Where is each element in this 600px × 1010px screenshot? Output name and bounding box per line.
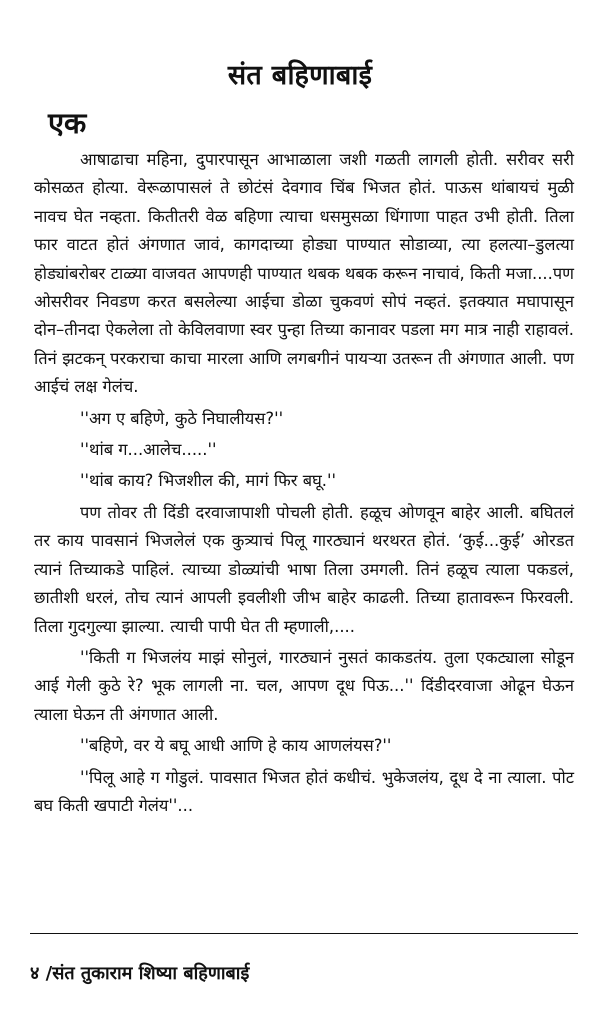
dialog-line: ''अग ए बहिणे, कुठे निघालीयस?'' bbox=[80, 408, 284, 428]
dialog-line: ''पिलू आहे ग गोडुलं. पावसात भिजत होतं कधीचं. भुकेजलंय, दूध दे ना त्याला. पोट बघ किती खपाटी गेलंय''... bbox=[34, 767, 574, 815]
paragraph: पण तोवर ती दिंडी दरवाजापाशी पोचली होती. हळूच ओणवून बाहेर आली. बघितलं तर काय पावसानं भिजलेलं एक कुत्र्याचं पिलू गारठ्यानं थरथरत होतं. ‘कुई...कुई’ ओरडत त्यानं तिच्याकडे पाहिलं. त्याच्या डोळ्यांची भाषा तिला उमगली. तिनं हळूच त्याला पकडलं, छातीशी धरलं, तोच त्यानं आपली इवलीशी जीभ बाहेर काढली. तिच्या हातावरून फिरवली. तिला गुदगुल्या झाल्या. त्याची पापी घेत ती म्हणाली,.... bbox=[34, 502, 574, 636]
page-footer: ४ /संत तुकाराम शिष्या बहिणाबाई bbox=[30, 963, 250, 984]
dialog-line: ''बहिणे, वर ये बघू आधी आणि हे काय आणलंयस?'' bbox=[80, 736, 392, 756]
page-title: संत बहिणाबाई bbox=[227, 60, 373, 91]
footer-divider bbox=[30, 933, 578, 934]
dialog-line: ''किती ग भिजलंय माझं सोनुलं, गारठ्यानं नुसतं काकडतंय. तुला एकट्याला सोडून आई गेली कुठे रे? भूक लागली ना. चल, आपण दूध पिऊ...'' दिंडीदरवाजा ओढून घेऊन त्याला घेऊन ती अंगणात आली. bbox=[34, 647, 574, 724]
dialog-line: ''थांब ग...आलेच.....'' bbox=[80, 440, 217, 460]
body-text bbox=[34, 146, 574, 820]
dialog-line: ''थांब काय? भिजशील की, मागं फिर बघू.'' bbox=[80, 471, 336, 491]
chapter-heading: एक bbox=[48, 106, 87, 140]
paragraph: आषाढाचा महिना, दुपारपासून आभाळाला जशी गळती लागली होती. सरीवर सरी कोसळत होत्या. वेरूळापासलं ते छोटंसं देवगाव चिंब भिजत होतं. पाऊस थांबायचं मुळी नावच घेत नव्हता. कितीतरी वेळ बहिणा त्याचा धसमुसळा धिंगाणा पाहत उभी होती. तिला फार वाटत होतं अंगणात जावं, कागदाच्या होड्या पाण्यात सोडाव्या, त्या हलत्या–डुलत्या होड्यांबरोबर टाळ्या वाजवत आपणही पाण्यात थबक थबक करून नाचावं, किती मजा....पण ओसरीवर निवडण करत बसलेल्या आईचा डोळा चुकवणं सोपं नव्हतं. इतक्यात मघापासून दोन–तीनदा ऐकलेला तो केविलवाणा स्वर पुन्हा तिच्या कानावर पडला मग मात्र नाही राहावलं. तिनं झटकन् परकराचा काचा मारला आणि लगबगीनं पायऱ्या उतरून ती अंगणात आली. पण आईचं लक्ष गेलंच. bbox=[34, 150, 574, 397]
